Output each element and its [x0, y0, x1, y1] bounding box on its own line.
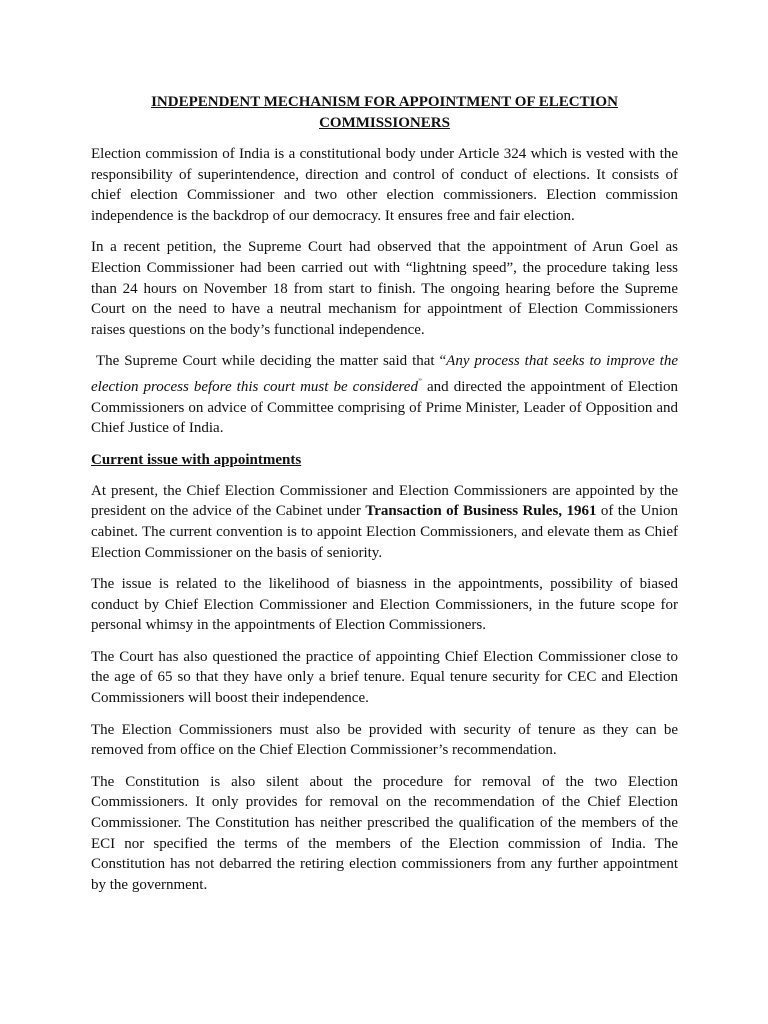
paragraph-petition: In a recent petition, the Supreme Court had observed that the appointment of Arun Goel as Election Commissioner had been carried out with “lightning speed”, the procedure taking less than 24 hours on November 18 from start to finish. The ongoing hearing before the Supreme Court on the need to have a neutral mechanism for appointment of Election Commissioners raises questions on the body’s functional independence. [91, 239, 678, 338]
paragraph-present-appointment [91, 481, 678, 563]
p4-text-a: At present, the Chief Election Commissioner and Election Commissioners are appointed by the president on the advice of the Cabinet under [91, 482, 678, 520]
section-heading: Current issue with appointments [91, 451, 302, 468]
document-title [91, 92, 678, 134]
title-line-2: COMMISSIONERS [319, 115, 450, 131]
paragraph-tenure: The Court has also questioned the practice of appointing Chief Election Commissioner close to the age of 65 so that they have only a brief tenure. Equal tenure security for CEC and Election Commissioners will boost their independence. [91, 648, 678, 707]
paragraph-constitution-silent: The Constitution is also silent about the procedure for removal of the two Election Commissioners. It only provides for removal on the recommendation of the Chief Election Commissioner. The Constitution has neither prescribed the qualification of the members of the ECI nor specified the terms of the members of the Election commission of India. The Constitution has not debarred the retiring election commissioners from any further appointment by the government. [91, 773, 678, 893]
document-page [91, 92, 678, 906]
paragraph-intro: Election commission of India is a constitutional body under Article 324 which is vested with the responsibility of superintendence, direction and control of conduct of elections. It consists of chief election Commissioner and two other election commissioners. Election commission independence is the backdrop of our democracy. It ensures free and fair election. [91, 146, 678, 224]
paragraph-security-of-tenure: The Election Commissioners must also be provided with security of tenure as they can be removed from office on the Chief Election Commissioner’s recommendation. [91, 721, 678, 759]
title-line-1: INDEPENDENT MECHANISM FOR APPOINTMENT OF ELECTION [151, 94, 618, 110]
paragraph-biasness: The issue is related to the likelihood of biasness in the appointments, possibility of biased conduct by Chief Election Commissioner and Election Commissioners, in the future scope for personal whimsy in the appointments of Election Commissioners. [91, 576, 678, 634]
p4-text-b: of the Union cabinet. The current convention is to appoint Election Commissioners, and elevate them as Chief Election Commissioner on the basis of seniority. [91, 503, 678, 561]
p3-quote: Any process that seeks to improve the election process before this court must be considered [91, 353, 678, 395]
p4-bold-rules: Transaction of Business Rules, 1961 [365, 503, 597, 520]
p3-text-a: The Supreme Court while deciding the matter said that “ [95, 353, 447, 370]
p3-text-b: and directed the appointment of Election Commissioners on advice of Committee comprising of Prime Minister, Leader of Opposition and Chief Justice of India. [91, 378, 678, 437]
p3-quote-mark: ” [417, 376, 422, 387]
paragraph-supreme-court-decision [91, 351, 678, 438]
